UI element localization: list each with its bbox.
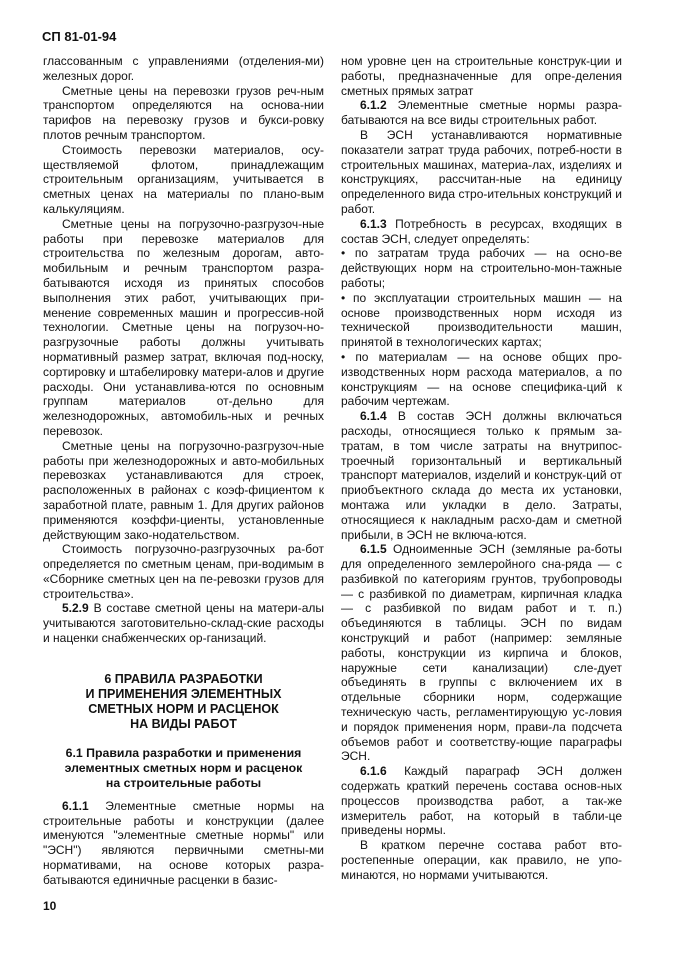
clause-text: Элементные сметные нормы разра-батываются на все виды строительных работ. [341, 98, 622, 128]
clause-text: Одноименные ЭСН (земляные ра-боты для определенного землеройного сна-ряда — с разбивкой по категориям грунтов, трубопроводы — с разбивкой по диаметрам, кирпичная кладка — с разбивкой по видам работ и т. п.) объединяются в таблицы. ЭСН по видам конструкций и работ (например: земляные работы, конструкции из кирпича и блоков, наружные сети канализации) сле-дует объединять в группы с включением их в отдельные сборники норм, содержащие техническую часть, регламентирующую ус-ловия и порядок применения норм, прави-ла подсчета объемов работ и соответству-ющие параграфы ЭСН. [341, 542, 622, 764]
paragraph-6-1-4 [341, 409, 622, 542]
clause-text: Каждый параграф ЭСН должен содержать краткий перечень состава основ-ных процессов производства работ, а так-же измеритель работ, на который в табли-це приведены нормы. [341, 764, 622, 838]
section-heading-line: СМЕТНЫХ НОРМ И РАСЦЕНОК [88, 701, 279, 716]
page-number: 10 [43, 899, 57, 913]
running-header-code: СП 81-01-94 [42, 29, 117, 44]
paragraph: ном уровне цен на строительные конструк-ции и работы, предназначенные для опре-деления сметных прямых затрат [341, 54, 622, 98]
paragraph: Стоимость перевозки материалов, осу-ществляемой флотом, принадлежащим строительным организациям, учитывается в сметных ценах на материалы по плано-вым калькуляциям. [43, 142, 324, 216]
section-heading-line: И ПРИМЕНЕНИЯ ЭЛЕМЕНТНЫХ [85, 686, 282, 701]
paragraph: Стоимость погрузочно-разгрузочных ра-бот определяется по сметным ценам, при-водимым в «Сборнике сметных цен на пе-ревозки грузов для строительства». [43, 542, 324, 601]
paragraph: Сметные цены на перевозки грузов реч-ным транспортом определяются на основа-нии тарифов на перевозку грузов и букси-ровку плотов речным транспортом. [43, 83, 324, 142]
paragraph-6-1-2 [341, 98, 622, 128]
paragraph-5-2-9 [43, 601, 324, 645]
clause-number: 6.1.6 [360, 764, 387, 779]
clause-number: 5.2.9 [62, 601, 89, 616]
paragraph-6-1-6 [341, 764, 622, 838]
clause-text: Потребность в ресурсах, входящих в состав ЭСН, следует определять: [341, 216, 622, 246]
paragraph-6-1-5 [341, 542, 622, 764]
bullet-item: • по эксплуатации строительных машин — на основе производственных норм исходя из технической производительности машин, принятой в технологических картах; [341, 290, 622, 350]
paragraph-6-1-1 [43, 799, 324, 888]
clause-number: 6.1.2 [360, 98, 387, 113]
left-column [43, 54, 324, 888]
paragraph: В кратком перечне состава работ вто-ростепенные операции, как правило, не упо-минаются, но нормами учитываются. [341, 838, 622, 882]
subsection-heading [43, 746, 324, 791]
paragraph: глассованным с управлениями (отделения-ми) железных дорог. [43, 54, 324, 83]
section-heading-line: 6 ПРАВИЛА РАЗРАБОТКИ [104, 671, 263, 686]
subsection-heading-line: элементных сметных норм и расценок [64, 760, 303, 775]
paragraph: Сметные цены на погрузочно-разгрузоч-ные работы при железнодорожных и авто-мобильных перевозках устанавливаются для строек, расположенных в районах с коэф-фициентом к заработной плате, равным 1. Для других районов применяются коэффи-циенты, установленные действующим зако-нодательством. [43, 438, 324, 542]
right-column [341, 54, 622, 883]
clause-number: 6.1.4 [360, 409, 387, 424]
subsection-heading-line: 6.1 Правила разработки и применения [65, 745, 302, 760]
clause-number: 6.1.3 [360, 216, 387, 231]
paragraph-6-1-3 [341, 217, 622, 247]
section-heading [43, 672, 324, 732]
paragraph: Сметные цены на погрузочно-разгрузоч-ные работы при перевозке материалов для строительства по железным дорогам, авто-мобильным и речным транспортом разра-батываются исходя из принятых способов выполнения этих работ, учитывающих при-менение современных машин и прогрессив-ной технологии. Сметные цены на погрузоч-но-разгрузочные работы должны учитывать нормативный размер затрат, включая под-носку, сортировку и штабелировку матери-алов и другие расходы. Они устанавлива-ются по основным группам материалов от-дельно для железнодорожных, автомобиль-ных и речных перевозок. [43, 216, 324, 438]
clause-number: 6.1.1 [62, 798, 89, 813]
clause-number: 6.1.5 [360, 542, 387, 557]
bullet-item: • по затратам труда рабочих — на осно-ве действующих норм на строительно-мон-тажные работы; [341, 246, 622, 290]
clause-text: В составе сметной цены на матери-алы учитываются заготовительно-склад-ские расходы и наценки снабженческих ор-ганизаций. [43, 601, 324, 646]
subsection-heading-line: на строительные работы [105, 775, 262, 790]
bullet-item: • по материалам — на основе общих про-изводственных норм расхода материалов, а по конструкциям — на основе специфика-ций к рабочим чертежам. [341, 349, 622, 409]
section-heading-line: НА ВИДЫ РАБОТ [130, 716, 237, 731]
clause-text: В состав ЭСН должны включаться расходы, относящиеся только к прямым за-тратам, в том числе затраты на внутрипос-троечный горизонтальный и вертикальный транспорт материалов, изделий и конструк-ций от приобъектного склада до места их установки, монтажа или укладки в дело. Затраты, относящиеся к накладным расхо-дам и сметной прибыли, в ЭСН не включа-ются. [341, 409, 622, 542]
clause-text: Элементные сметные нормы на строительные работы и конструкции (далее именуются "элементные сметные нормы" или "ЭСН") являются первичными сметны-ми нормативами, на основе которых разра-батываются единичные расценки в базис- [43, 798, 324, 887]
paragraph: В ЭСН устанавливаются нормативные показатели затрат труда рабочих, потреб-ности в строительных машинах, материа-лах, изделиях и конструкциях, рассчитан-ные на единицу определенного вида стро-ительных конструкций и работ. [341, 127, 622, 216]
